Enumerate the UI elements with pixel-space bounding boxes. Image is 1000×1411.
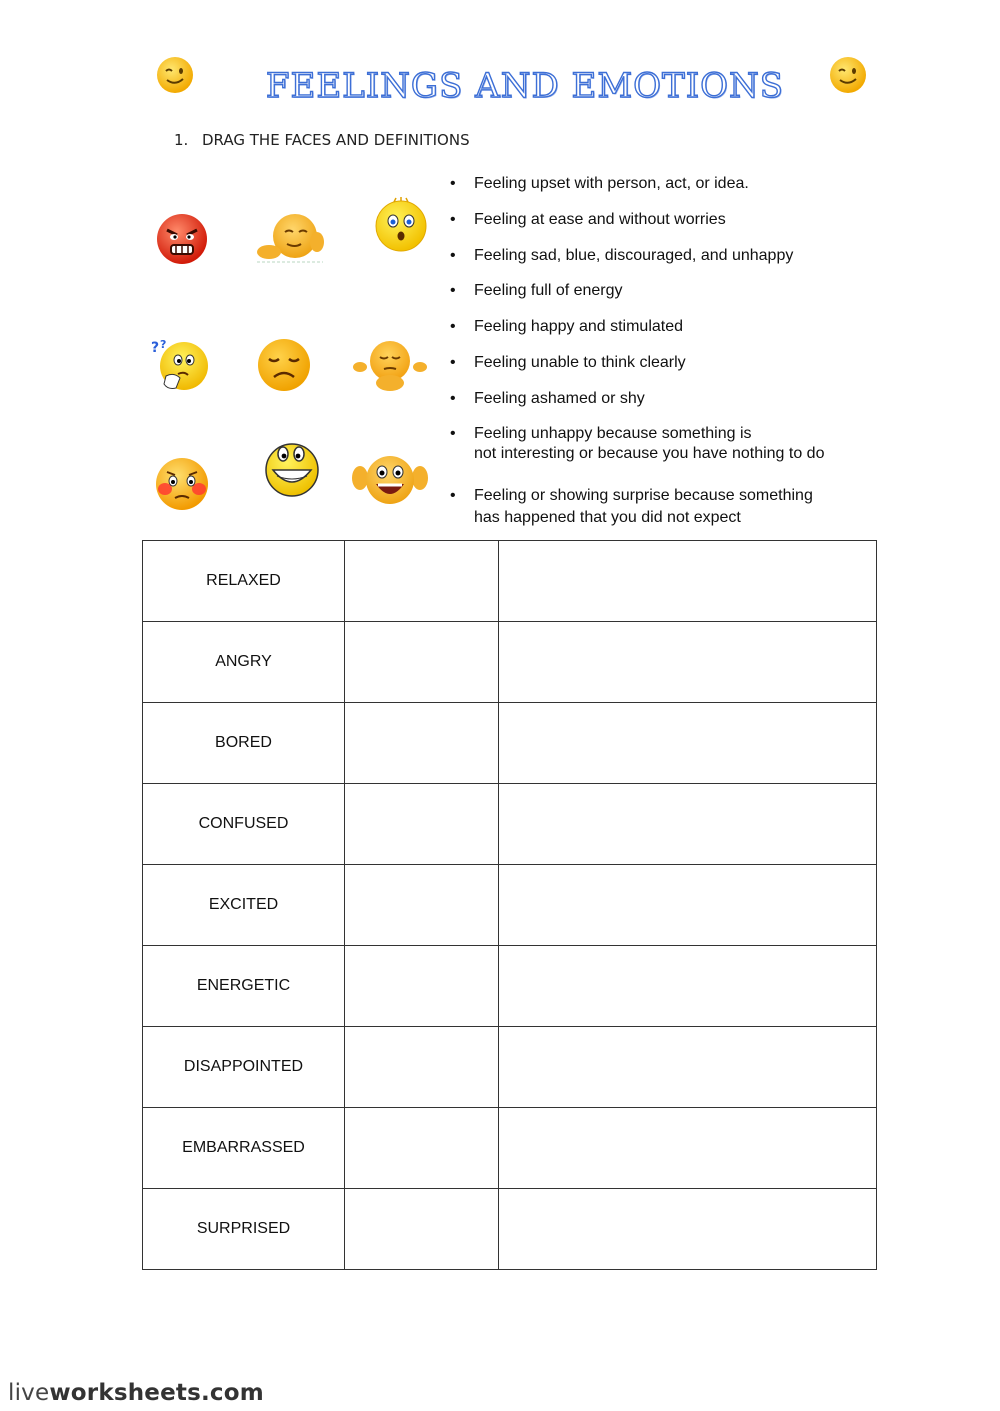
face-drop-zone[interactable] bbox=[345, 541, 499, 622]
emotion-label: CONFUSED bbox=[143, 784, 345, 865]
surprised-face-icon[interactable] bbox=[374, 196, 430, 254]
answer-table bbox=[142, 540, 877, 1270]
svg-text:?: ? bbox=[160, 338, 167, 351]
energetic-face-icon[interactable] bbox=[350, 452, 430, 508]
definition-item[interactable]: • Feeling full of energy bbox=[450, 281, 870, 301]
page-title: FEELINGS AND EMOTIONS bbox=[265, 66, 785, 106]
disappointed-face-icon[interactable] bbox=[256, 337, 312, 393]
face-drop-zone[interactable] bbox=[345, 946, 499, 1027]
emotion-label: SURPRISED bbox=[143, 1189, 345, 1270]
emotion-label: BORED bbox=[143, 703, 345, 784]
svg-text:?: ? bbox=[151, 340, 160, 356]
definition-item[interactable]: • Feeling happy and stimulated bbox=[450, 317, 870, 337]
table-row bbox=[143, 1189, 877, 1270]
definition-drop-zone[interactable] bbox=[499, 703, 877, 784]
instruction bbox=[174, 131, 470, 149]
emotion-label: ENERGETIC bbox=[143, 946, 345, 1027]
definition-item[interactable]: • Feeling at ease and without worries bbox=[450, 210, 870, 230]
definition-item[interactable]: • Feeling ashamed or shy bbox=[450, 389, 870, 409]
face-drop-zone[interactable] bbox=[345, 703, 499, 784]
winking-face-icon bbox=[155, 55, 195, 95]
definition-drop-zone[interactable] bbox=[499, 784, 877, 865]
definition-item[interactable]: • Feeling sad, blue, discouraged, and unhappy bbox=[450, 246, 870, 266]
definition-item[interactable]: • Feeling unable to think clearly bbox=[450, 353, 870, 373]
confused-face-icon[interactable] bbox=[150, 336, 212, 398]
emotion-label: RELAXED bbox=[143, 541, 345, 622]
table-row bbox=[143, 622, 877, 703]
table-row bbox=[143, 703, 877, 784]
definition-drop-zone[interactable] bbox=[499, 1108, 877, 1189]
face-drop-zone[interactable] bbox=[345, 784, 499, 865]
table-row bbox=[143, 1027, 877, 1108]
angry-face-icon[interactable] bbox=[155, 212, 209, 266]
excited-face-icon[interactable] bbox=[263, 436, 321, 498]
table-row bbox=[143, 1108, 877, 1189]
emotion-label: EMBARRASSED bbox=[143, 1108, 345, 1189]
definitions-list bbox=[450, 174, 870, 529]
face-drop-zone[interactable] bbox=[345, 1027, 499, 1108]
emotion-label: EXCITED bbox=[143, 865, 345, 946]
face-drop-zone[interactable] bbox=[345, 1108, 499, 1189]
instruction-number: 1. bbox=[174, 131, 189, 149]
winking-face-icon bbox=[828, 55, 868, 95]
definition-item[interactable]: • Feeling or showing surprise because something has happened that you did not expect bbox=[450, 485, 870, 529]
bored-face-icon[interactable] bbox=[352, 337, 428, 393]
definition-drop-zone[interactable] bbox=[499, 865, 877, 946]
face-drop-zone[interactable] bbox=[345, 865, 499, 946]
instruction-text: DRAG THE FACES AND DEFINITIONS bbox=[202, 131, 470, 149]
definition-drop-zone[interactable] bbox=[499, 1189, 877, 1270]
emotion-label: ANGRY bbox=[143, 622, 345, 703]
face-drop-zone[interactable] bbox=[345, 1189, 499, 1270]
table-row bbox=[143, 865, 877, 946]
relaxed-face-icon[interactable] bbox=[255, 210, 327, 268]
definition-drop-zone[interactable] bbox=[499, 622, 877, 703]
emotion-label: DISAPPOINTED bbox=[143, 1027, 345, 1108]
table-row bbox=[143, 946, 877, 1027]
table-row bbox=[143, 784, 877, 865]
definition-drop-zone[interactable] bbox=[499, 541, 877, 622]
definition-drop-zone[interactable] bbox=[499, 1027, 877, 1108]
definition-drop-zone[interactable] bbox=[499, 946, 877, 1027]
definition-item[interactable]: • Feeling upset with person, act, or idea. bbox=[450, 174, 870, 194]
definition-item[interactable]: • Feeling unhappy because something is not interesting or because you have nothing to do bbox=[450, 424, 870, 464]
embarrassed-face-icon[interactable] bbox=[153, 456, 211, 512]
face-drop-zone[interactable] bbox=[345, 622, 499, 703]
liveworksheets-logo: liveworksheets.com bbox=[8, 1380, 264, 1406]
table-row bbox=[143, 541, 877, 622]
